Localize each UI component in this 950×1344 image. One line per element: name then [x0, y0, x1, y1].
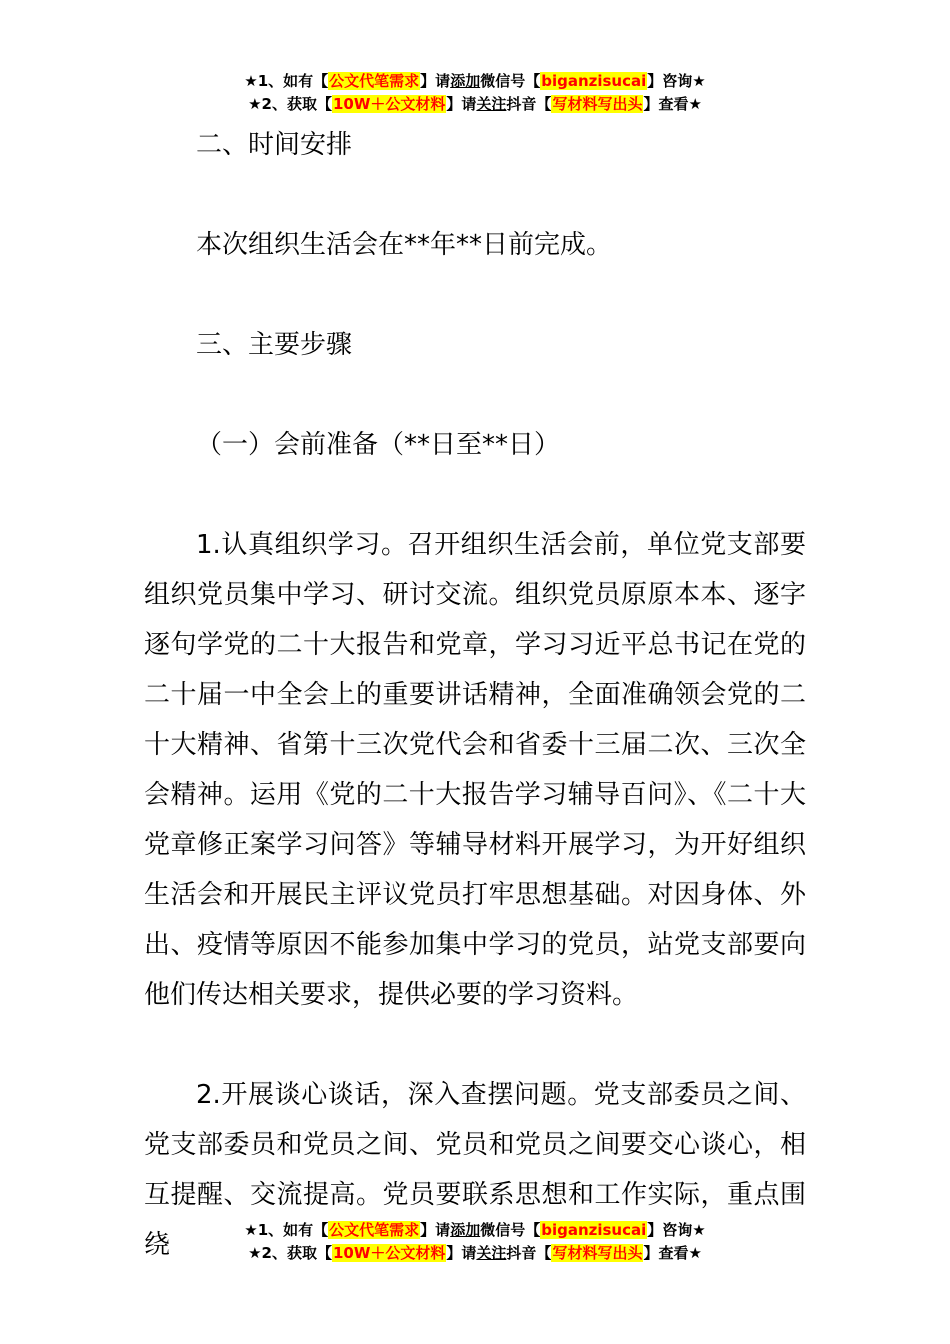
banner-text: 】请 [446, 95, 477, 113]
banner-text: 】请 [420, 1221, 451, 1239]
section-heading-steps: 三、主要步骤 [196, 330, 353, 360]
header-banner [0, 70, 950, 116]
banner-text: 】查看★ [643, 95, 702, 113]
document-body [144, 120, 806, 1270]
banner-text: 】请 [446, 1244, 477, 1262]
banner-text: 】查看★ [643, 1244, 702, 1262]
banner-text: 抖音【 [506, 95, 552, 113]
banner-highlight: 公文代笔需求 [329, 72, 420, 90]
banner-text: 】咨询★ [647, 72, 706, 90]
banner-douyin-id: 写材料写出头 [552, 95, 643, 113]
section-heading-schedule: 二、时间安排 [196, 130, 353, 160]
banner-line-1 [0, 1219, 950, 1242]
banner-text: ★1、如有【 [244, 72, 329, 90]
banner-highlight: 10W＋公文材料 [332, 95, 446, 113]
banner-text: 微信号【 [480, 1221, 541, 1239]
banner-text: 抖音【 [506, 1244, 552, 1262]
paragraph-talks: 2.开展谈心谈话，深入查摆问题。党支部委员之间、党支部委员和党员之间、党员和党员之间要交心谈心，相互提醒、交流提高。党员要联系思想和工作实际，重点围绕 [144, 1080, 806, 1260]
banner-text: ★2、获取【 [248, 95, 332, 113]
banner-text: 微信号【 [480, 72, 541, 90]
banner-douyin-id: 写材料写出头 [552, 1244, 643, 1262]
banner-highlight: 公文代笔需求 [329, 1221, 420, 1239]
banner-line-1 [0, 70, 950, 93]
banner-text: ★2、获取【 [248, 1244, 332, 1262]
banner-wechat-id: biganzisucai [541, 1221, 647, 1239]
paragraph-study: 1.认真组织学习。召开组织生活会前，单位党支部要组织党员集中学习、研讨交流。组织党员原原本本、逐字逐句学党的二十大报告和党章，学习习近平总书记在党的二十届一中全会上的重要讲话精神，全面准确领会党的二十大精神、省第十三次党代会和省委十三届二次、三次全会精神。运用《党的二十大报告学习辅导百问》、《二十大党章修正案学习问答》等辅导材料开展学习，为开好组织生活会和开展民主评议党员打牢思想基础。对因身体、外出、疫情等原因不能参加集中学习的党员，站党支部要向他们传达相关要求，提供必要的学习资料。 [144, 530, 806, 1010]
banner-underlined: 关注 [476, 95, 507, 113]
banner-wechat-id: biganzisucai [541, 72, 647, 90]
banner-text: 】请 [420, 72, 451, 90]
banner-line-2 [0, 1242, 950, 1265]
banner-text: ★1、如有【 [244, 1221, 329, 1239]
banner-underlined: 添加 [450, 72, 481, 90]
sub-heading-preparation: （一）会前准备（**日至**日） [196, 430, 561, 460]
banner-underlined: 添加 [450, 1221, 481, 1239]
banner-underlined: 关注 [476, 1244, 507, 1262]
banner-text: 】咨询★ [647, 1221, 706, 1239]
banner-line-2 [0, 93, 950, 116]
footer-banner [0, 1219, 950, 1265]
schedule-paragraph: 本次组织生活会在**年**日前完成。 [196, 230, 613, 260]
banner-highlight: 10W＋公文材料 [332, 1244, 446, 1262]
